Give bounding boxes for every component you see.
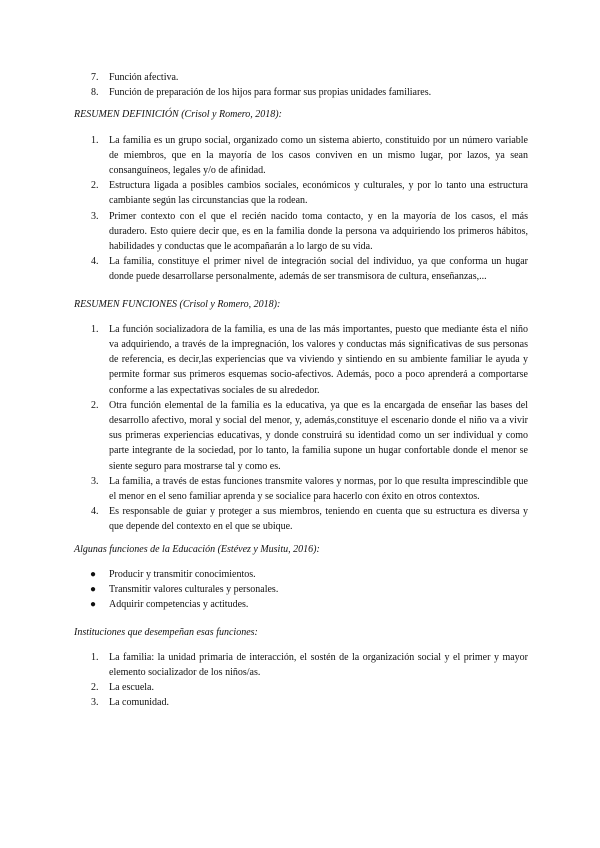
list-item — [74, 582, 528, 597]
heading-funciones-educacion: Algunas funciones de la Educación (Estévez y Musitu, 2016): — [74, 543, 320, 555]
list-item — [74, 680, 528, 695]
list-item-text: Es responsable de guiar y proteger a sus miembros, teniendo en cuenta que su estructura es diversa y que depende del contexto en el que se ubique. — [109, 506, 528, 533]
list-item — [74, 70, 528, 85]
list-marker: 1. — [91, 323, 99, 335]
list-item — [74, 695, 528, 710]
list-marker: 8. — [91, 87, 99, 99]
list-marker: 3. — [91, 697, 99, 709]
list-item — [74, 398, 528, 474]
list-marker: 4. — [91, 256, 99, 268]
bullet-icon: ● — [90, 599, 97, 611]
list-item-text: Otra función elemental de la familia es la educativa, ya que es la encargada de enseñar las bases del desarrollo afectivo, moral y social del menor, y, además,constituye el escenario donde el niño va a vivir sus primeras experiencias educativas, y donde construirá su identidad como un ser individual y como parte integrante de la sociedad, por lo tanto, la familia supone un hugar confortable donde el menor se siente seguro para mostrarse tal y como es. — [109, 399, 528, 472]
instituciones-list — [74, 650, 528, 711]
bullet-icon: ● — [90, 584, 97, 596]
list-item — [74, 474, 528, 504]
definicion-list — [74, 133, 528, 285]
list-item-text: La familia es un grupo social, organizado como un sistema abierto, constituido por un número variable de miembros, que en la mayoría de los casos conviven en un mismo lugar, por lazos, ya sean consanguíneos, legales y/o de afinidad. — [109, 134, 528, 177]
list-item-text: La comunidad. — [109, 697, 169, 709]
list-item-text: La función socializadora de la familia, es una de las más importantes, puesto que mediante ésta el niño va adquiriendo, a través de la impregnación, los valores y conductas más significativas de sus personas de referencia, es decir,las experiencias que va viviendo y sintiendo en su ambiente familiar le ayuda y permite formar sus primeros esquemas socio-afectivos. Además, poco a poco aprenderá a comportarse conforme a las expectativas sociales de su alrededor. — [109, 323, 528, 396]
list-item — [74, 567, 528, 582]
list-item-text: Producir y transmitir conocimientos. — [109, 568, 256, 580]
list-item — [74, 597, 528, 612]
list-item-text: Función de preparación de los hijos para formar sus propias unidades familiares. — [109, 87, 432, 99]
list-item — [74, 85, 528, 100]
funciones-list — [74, 322, 528, 535]
list-item-text: Adquirir competencias y actitudes. — [109, 599, 249, 611]
list-item-text: Transmitir valores culturales y personales. — [109, 584, 279, 596]
list-item-text: Estructura ligada a posibles cambios sociales, económicos y culturales, y por lo tanto una estructura cambiante según las circunstancias que la rodean. — [109, 180, 528, 207]
list-item — [74, 178, 528, 208]
list-marker: 1. — [91, 651, 99, 663]
list-item — [74, 650, 528, 680]
bullet-icon: ● — [90, 568, 97, 580]
list-item — [74, 504, 528, 534]
list-marker: 4. — [91, 506, 99, 518]
list-item-text: La familia: la unidad primaria de interacción, el sostén de la organización social y el primer y mayor elemento socializador de los niños/as. — [109, 651, 528, 678]
list-item-text: Primer contexto con el que el recién nacido toma contacto, y en la mayoría de los casos, el más duradero. Esto quiere decir que, es en la familia donde la persona va adquiriendo los primeros hábitos, habilidades y conductas que le acompañarán a lo largo de su vida. — [109, 210, 528, 253]
list-item-text: La escuela. — [109, 682, 154, 694]
list-item — [74, 254, 528, 284]
list-marker: 2. — [91, 682, 99, 694]
list-item-text: La familia, a través de estas funciones transmite valores y normas, por lo que resulta imprescindible que el menor en el seno familiar aprenda y se socialice para hacerlo con éxito en otros contextos. — [109, 475, 528, 503]
list-item — [74, 209, 528, 255]
list-marker: 3. — [91, 475, 99, 487]
list-marker: 2. — [91, 399, 99, 411]
list-marker: 1. — [91, 134, 99, 146]
educacion-list — [74, 567, 528, 613]
list-marker: 2. — [91, 180, 99, 192]
top-list — [74, 70, 528, 100]
list-marker: 7. — [91, 72, 99, 83]
list-item — [74, 322, 528, 398]
document-body — [74, 70, 528, 711]
list-item-text: Función afectiva. — [109, 72, 179, 83]
heading-resumen-definicion: RESUMEN DEFINICIÓN (Crisol y Romero, 2018): — [74, 109, 282, 121]
list-marker: 3. — [91, 210, 99, 222]
heading-resumen-funciones: RESUMEN FUNCIONES (Crisol y Romero, 2018): — [74, 298, 281, 310]
heading-instituciones: Instituciones que desempeñan esas funciones: — [74, 626, 258, 638]
list-item — [74, 133, 528, 179]
list-item-text: La familia, constituye el primer nivel de integración social del individuo, ya que conforma un hugar donde puede desarrollarse personalmente, además de ser transmisora de cultura, enseñanzas,... — [109, 256, 528, 283]
